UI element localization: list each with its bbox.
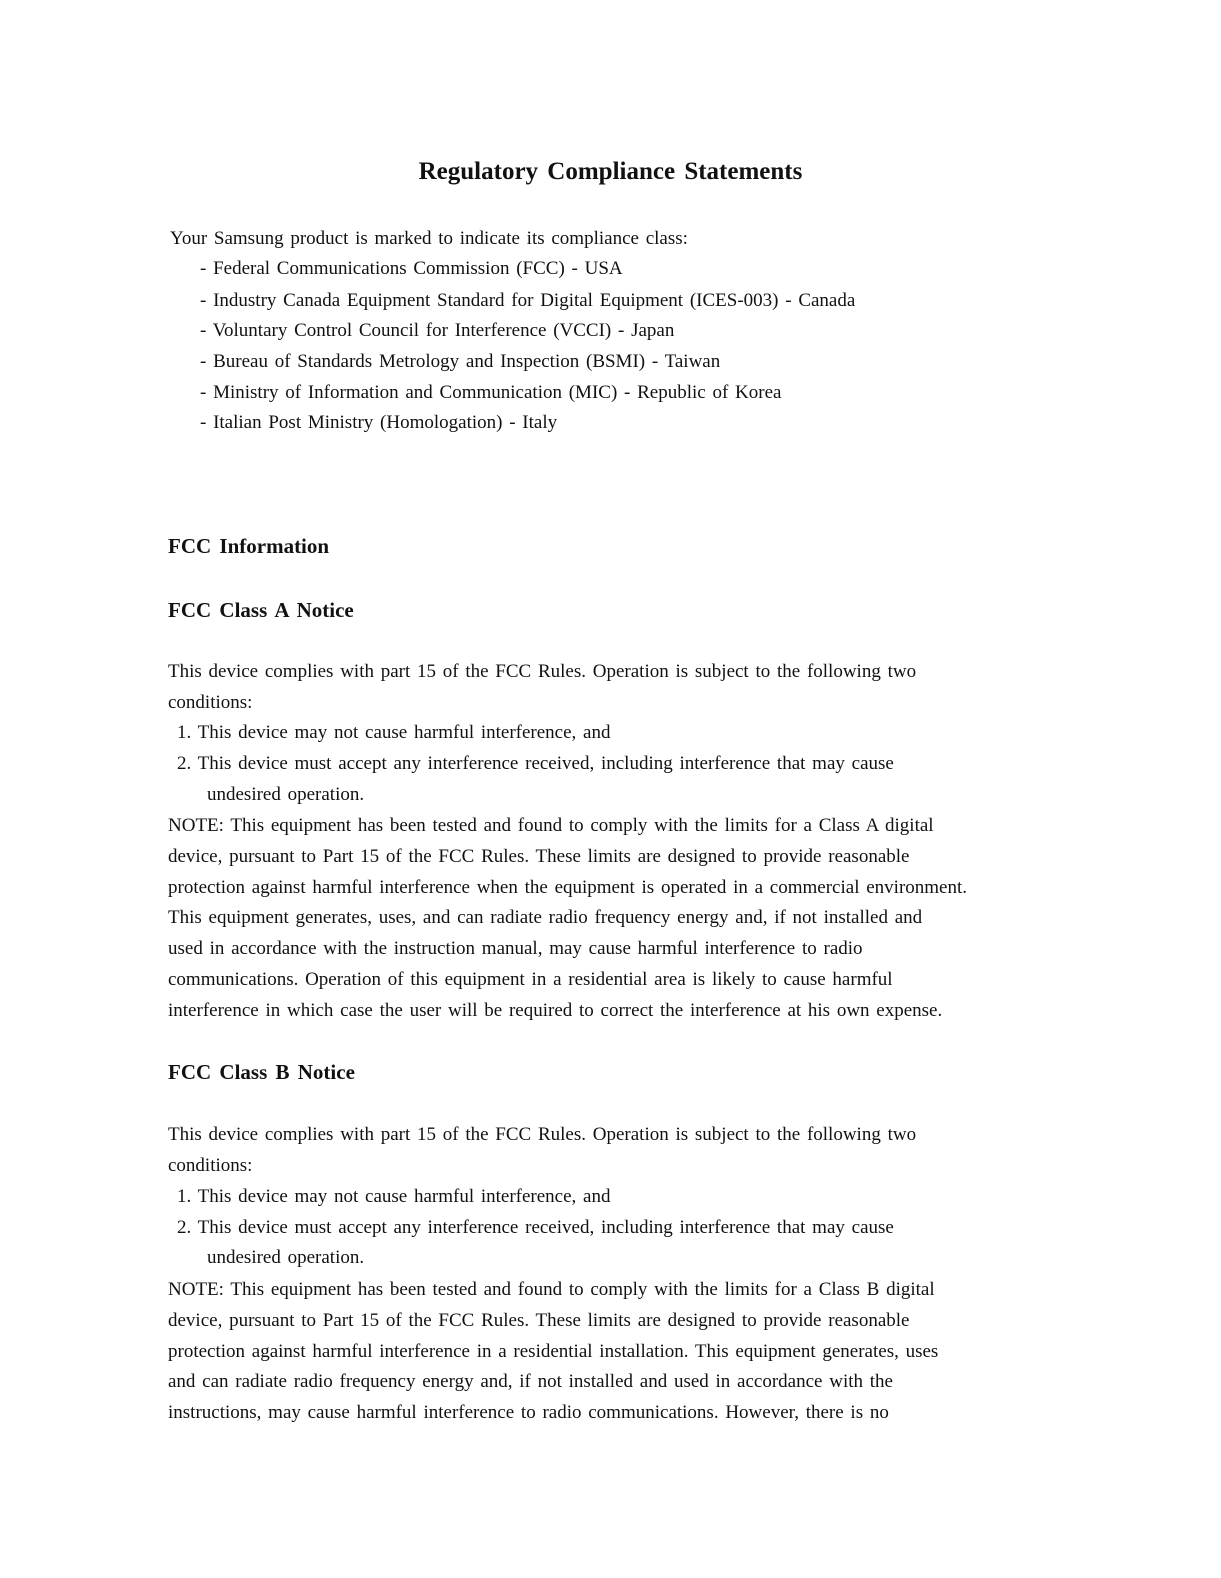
list-item: - Italian Post Ministry (Homologation) - Italy (200, 412, 558, 433)
class-b-intro (168, 1120, 916, 1182)
class-a-heading: FCC Class A Notice (168, 598, 354, 622)
class-a-intro-line: conditions: (168, 691, 253, 713)
class-b-intro-line: conditions: (168, 1154, 253, 1176)
list-item: - Federal Communications Commission (FCC) - USA (200, 258, 623, 279)
intro-text: Your Samsung product is marked to indicate its compliance class: (170, 228, 688, 249)
class-a-intro (168, 657, 916, 719)
fcc-information-heading: FCC Information (168, 534, 330, 558)
class-a-note-line: communications. Operation of this equipment in a residential area is likely to cause harmful (168, 968, 893, 990)
list-item: 1. This device may not cause harmful interference, and (177, 722, 611, 743)
class-b-note-line: protection against harmful interference in a residential installation. This equipment generates, uses (168, 1340, 939, 1362)
list-item: - Voluntary Control Council for Interference (VCCI) - Japan (200, 320, 675, 341)
class-a-note-line: This equipment generates, uses, and can radiate radio frequency energy and, if not installed and (168, 907, 923, 929)
class-a-note-line: device, pursuant to Part 15 of the FCC Rules. These limits are designed to provide reasonable (168, 845, 910, 867)
list-item: 2. This device must accept any interference received, including interference that may cause (177, 1217, 894, 1238)
class-b-note-line: NOTE: This equipment has been tested and found to comply with the limits for a Class B digital (168, 1279, 935, 1300)
class-a-note (168, 811, 967, 1027)
page-title: Regulatory Compliance Statements (418, 158, 803, 185)
list-item: - Industry Canada Equipment Standard for Digital Equipment (ICES-003) - Canada (200, 290, 856, 311)
class-a-note-line: used in accordance with the instruction manual, may cause harmful interference to radio (168, 938, 863, 960)
class-b-heading: FCC Class B Notice (168, 1060, 355, 1084)
list-item: 1. This device may not cause harmful interference, and (177, 1186, 611, 1207)
class-a-note-line: interference in which case the user will be required to correct the interference at his own expense. (168, 999, 943, 1021)
class-a-note-line: protection against harmful interference when the equipment is operated in a commercial environment. (168, 876, 968, 898)
class-b-note-line: device, pursuant to Part 15 of the FCC Rules. These limits are designed to provide reasonable (168, 1309, 910, 1331)
class-b-note-line: and can radiate radio frequency energy and, if not installed and used in accordance with the (168, 1371, 893, 1393)
list-item-continuation: undesired operation. (207, 1247, 365, 1268)
class-a-note-line: NOTE: This equipment has been tested and found to comply with the limits for a Class A digital (168, 815, 934, 836)
class-a-intro-line: This device complies with part 15 of the FCC Rules. Operation is subject to the following two (168, 661, 917, 682)
class-b-note-line: instructions, may cause harmful interference to radio communications. However, there is no (168, 1402, 889, 1424)
class-b-note (168, 1275, 938, 1429)
list-item: - Bureau of Standards Metrology and Inspection (BSMI) - Taiwan (200, 351, 721, 372)
list-item: - Ministry of Information and Communication (MIC) - Republic of Korea (200, 382, 782, 403)
list-item-continuation: undesired operation. (207, 784, 365, 805)
class-b-intro-line: This device complies with part 15 of the FCC Rules. Operation is subject to the following two (168, 1124, 917, 1145)
list-item: 2. This device must accept any interference received, including interference that may cause (177, 753, 894, 774)
